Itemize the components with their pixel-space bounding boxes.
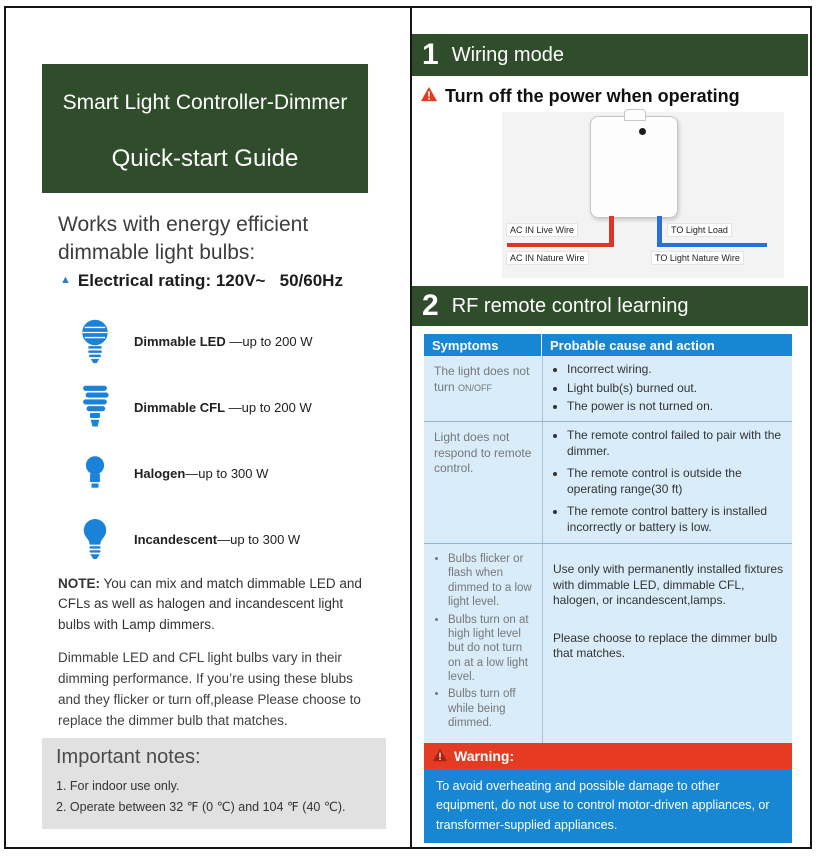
cause-item: • The remote control is outside the operating range(30 ft) [567,466,784,497]
symptom-text: The light does not turn [434,364,530,394]
symptom-list [434,552,538,731]
column-header-cause: Probable cause and action [542,334,792,356]
cause-item: • The remote control failed to pair with the dimmer. [567,428,784,459]
symptom-item: • Bulbs turn off while being dimmed. [448,687,538,730]
live-wire-line [507,243,614,247]
table-header-row [424,334,792,356]
intro-text: Works with energy efficient dimmable light bulbs: [58,213,309,264]
electrical-rating-line [60,271,343,291]
left-column [6,8,410,847]
section-1-title: Wiring mode [451,43,564,66]
power-warning-text: Turn off the power when operating [445,85,740,106]
cause-cell [542,356,792,421]
bulb-label [134,334,312,349]
symptom-item: • Bulbs flicker or flash when dimmed to a low light level. [448,552,538,610]
note-label: NOTE: [58,576,100,591]
bulb-label [134,400,312,415]
right-column [410,8,808,847]
symptom-cell [424,356,542,421]
bulb-name: Halogen [134,465,186,481]
section-1-number: 1 [422,38,439,71]
cause-cell [542,422,792,543]
guide-subtitle: Quick-start Guide [111,145,299,172]
cause-paragraph: Please choose to replace the dimmer bulb that matches. [553,630,778,661]
bulb-wattage: —up to 200 W [229,333,313,349]
cause-list [553,362,784,415]
cause-item: • Light bulb(s) burned out. [567,381,784,397]
note-paragraph [58,574,376,635]
device-notch [624,109,646,121]
led-bulb-icon [66,318,124,364]
cause-item: • Incorrect wiring. [567,362,784,378]
list-item [66,506,386,572]
wiring-diagram [412,112,808,284]
important-notes-title: Important notes: [56,746,201,768]
section-2-header [412,286,808,326]
electrical-rating-text: Electrical rating: 120V~ 50/60Hz [77,271,343,290]
bulb-name: Dimmable LED [134,333,226,349]
dimming-performance-paragraph: Dimmable LED and CFL light bulbs vary in their dimming performance. If you’re using these blubs and they flicker or turn off,please Please choose to replace the dimmer bulb that matches. [58,650,361,728]
symptom-item: • Bulbs turn on at high light level but do not turn on at a low light level. [448,613,538,685]
wire-label-load: TO Light Load [668,224,731,236]
warning-box [424,743,792,843]
bulb-wattage: —up to 200 W [228,399,312,415]
cause-item: • The power is not turned on. [567,399,784,415]
cause-list [553,428,784,536]
symptom-cell [424,422,542,543]
cause-paragraph: Use only with permanently installed fixtures with dimmable LED, dimmable CFL, halogen, or incandescent,lamps. [553,562,784,608]
warning-title: Warning: [454,748,515,764]
section-2-number: 2 [422,289,439,322]
symptom-cell [424,544,542,743]
wire-label-neutral-in: AC IN Nature Wire [507,252,588,264]
note-text: You can mix and match dimmable LED and CFLs as well as halogen and incandescent light bulbs with Lamp dimmers. [58,576,362,632]
bulb-wattage: —up to 300 W [217,531,301,547]
load-wire-line [661,243,767,247]
section-1-header [412,34,808,76]
table-body [424,356,792,743]
wire-label-live: AC IN Live Wire [507,224,577,236]
cfl-bulb-icon [66,384,124,430]
list-item [66,440,386,506]
symptom-text-small: ON/OFF [458,382,493,393]
list-item [66,374,386,440]
important-notes-box [42,738,386,829]
device-indicator-dot [639,128,646,135]
column-header-symptoms: Symptoms [424,334,542,356]
table-row [424,543,792,743]
bulb-wattage: —up to 300 W [185,465,269,481]
cause-item: • The remote control battery is installed incorrectly or battery is low. [567,504,784,535]
wire-label-neutral-out: TO Light Nature Wire [652,252,743,264]
bulb-label [134,532,300,547]
triangle-bullet-icon: ▲ [60,274,71,286]
important-note-item: 1. For indoor use only. [56,779,180,793]
dimmer-device [590,116,678,218]
warning-text: To avoid overheating and possible damage to other equipment, do not use to control motor-driven appliances, or transformer-supplied appliances. [424,769,792,843]
important-note-item: 2. Operate between 32 ℉ (0 ℃) and 104 ℉ (40 ℃). [56,799,346,814]
product-title: Smart Light Controller-Dimmer [62,91,348,114]
table-row [424,356,792,421]
warning-header [424,743,792,769]
warning-triangle-icon [432,748,448,765]
table-row [424,421,792,543]
symptom-text: Light does not respond to remote control. [434,430,532,476]
bulb-name: Dimmable CFL [134,399,226,415]
halogen-bulb-icon [66,453,124,493]
page-frame [4,6,812,849]
bulb-label [134,466,268,481]
section-2-title: RF remote control learning [451,294,689,317]
bulb-name: Incandescent [134,531,218,547]
bulb-compatibility-list [66,308,386,572]
troubleshooting-area [424,334,792,843]
list-item [66,308,386,374]
warning-triangle-icon [420,86,438,107]
cause-cell [542,544,792,743]
power-off-warning [420,82,740,110]
incandescent-bulb-icon [66,517,124,561]
title-banner [42,64,368,193]
